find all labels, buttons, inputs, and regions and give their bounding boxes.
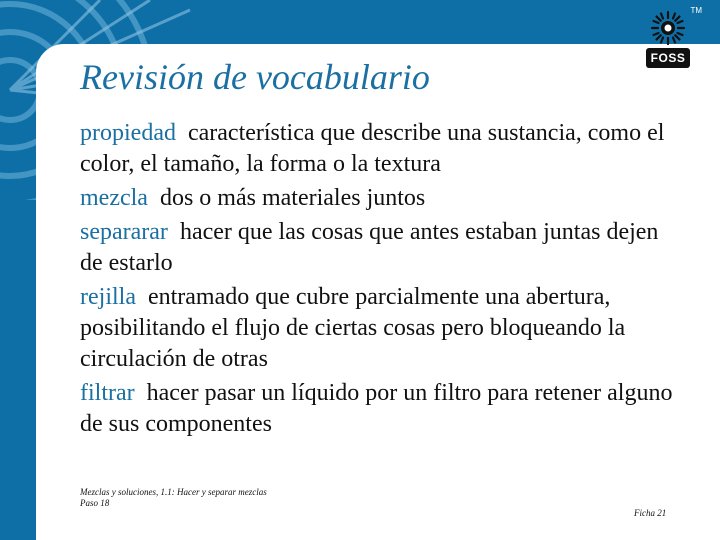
vocabulary-definition: característica que describe una sustancia, como el color, el tamaño, la forma o la textura: [80, 120, 665, 177]
vocabulary-term: separarar: [80, 219, 168, 245]
vocabulary-entry-mezcla: [80, 183, 680, 214]
footer-card-number: Ficha 21: [634, 508, 667, 518]
foss-logo: [646, 10, 690, 68]
foss-logo-text: FOSS: [646, 48, 690, 68]
vocabulary-term: mezcla: [80, 185, 148, 211]
vocabulary-definition: hacer pasar un líquido por un filtro para retener alguno de sus componentes: [80, 380, 673, 437]
trademark-label: TM: [690, 6, 702, 15]
footer-source: [80, 487, 267, 509]
vocabulary-entry-rejilla: [80, 282, 680, 375]
footer-step: Paso 18: [80, 498, 110, 508]
vocabulary-term: filtrar: [80, 380, 135, 406]
sun-icon: [650, 10, 686, 46]
vocabulary-entry-separarar: [80, 217, 680, 279]
vocabulary-term: propiedad: [80, 120, 176, 146]
vocabulary-entry-propiedad: [80, 118, 680, 180]
page-title: Revisión de vocabulario: [80, 57, 430, 97]
vocabulary-entry-filtrar: [80, 378, 680, 440]
vocabulary-definition: hacer que las cosas que antes estaban juntas dejen de estarlo: [80, 219, 659, 276]
vocabulary-list: [80, 118, 680, 443]
vocabulary-definition: dos o más materiales juntos: [159, 185, 426, 211]
footer-source-title: Mezclas y soluciones, 1.1: Hacer y separar mezclas: [80, 487, 267, 497]
vocabulary-definition: entramado que cubre parcialmente una abertura, posibilitando el flujo de ciertas cosas pero bloqueando la circulación de otras: [80, 284, 626, 372]
vocabulary-term: rejilla: [80, 284, 136, 310]
